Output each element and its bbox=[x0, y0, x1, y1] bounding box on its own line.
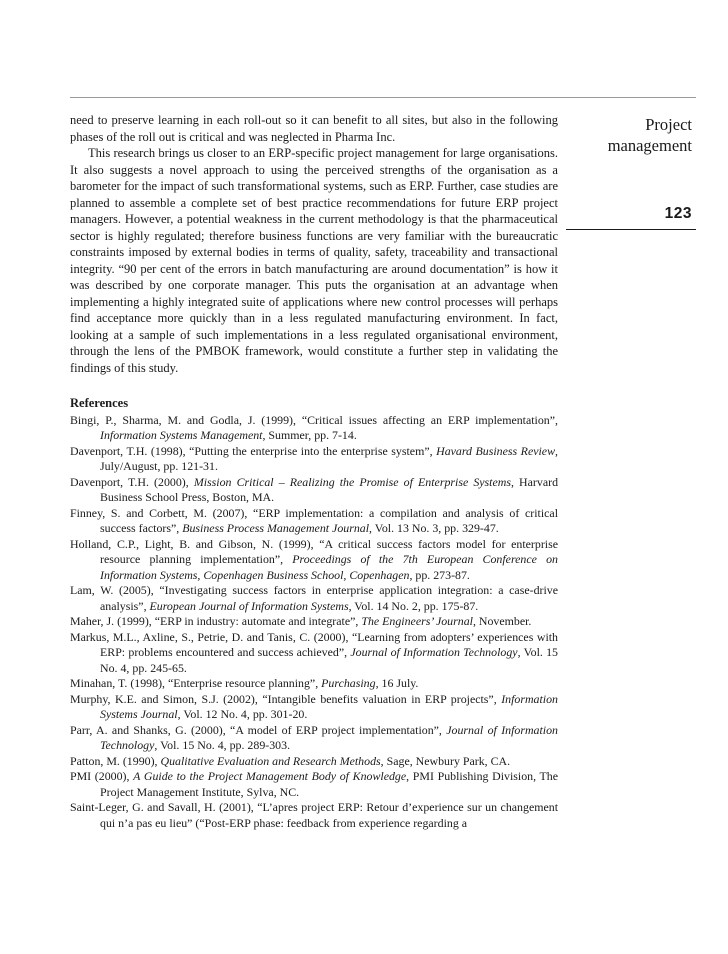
reference-details: , Harvard Business School Press, Boston, MA. bbox=[100, 474, 559, 504]
reference-item bbox=[70, 754, 558, 770]
reference-source-title: Information Systems Journal bbox=[100, 691, 558, 721]
reference-item bbox=[70, 506, 558, 537]
reference-text: Minahan, T. (1998), “Enterprise resource planning”, bbox=[70, 676, 322, 690]
reference-text: Parr, A. and Shanks, G. (2000), “A model of ERP project implementation”, bbox=[70, 722, 447, 737]
reference-details: , July/August, pp. 121-31. bbox=[100, 443, 558, 473]
reference-item bbox=[70, 692, 558, 723]
reference-item bbox=[70, 413, 558, 444]
reference-text: PMI (2000), bbox=[70, 769, 134, 783]
reference-details: , 16 July. bbox=[375, 676, 419, 690]
reference-list bbox=[70, 413, 558, 832]
reference-source-title: A Guide to the Project Management Body of Knowledge bbox=[133, 769, 407, 783]
reference-details: , pp. 273-87. bbox=[409, 567, 470, 582]
reference-item bbox=[70, 475, 558, 506]
reference-item bbox=[70, 583, 558, 614]
reference-text: Lam, W. (2005), “Investigating success factors in enterprise application integration: a case-drive analysis”, bbox=[70, 583, 558, 613]
sidebar bbox=[566, 114, 692, 223]
reference-item bbox=[70, 769, 558, 800]
reference-details: , Vol. 15 No. 4, pp. 245-65. bbox=[100, 645, 558, 675]
reference-item bbox=[70, 537, 558, 584]
reference-item bbox=[70, 676, 558, 692]
reference-item bbox=[70, 444, 558, 475]
reference-text: Maher, J. (1999), “ERP in industry: automate and integrate”, bbox=[70, 614, 362, 628]
reference-source-title: Proceedings of the 7th European Conference on Information Systems, Copenhagen Business School, Copenhagen bbox=[100, 552, 558, 582]
reference-text: Davenport, T.H. (1998), “Putting the enterprise into the enterprise system”, bbox=[70, 443, 437, 458]
reference-source-title: Information Systems Management bbox=[100, 428, 263, 442]
running-title-line2: management bbox=[607, 136, 692, 155]
reference-details: , Sage, Newbury Park, CA. bbox=[380, 753, 511, 768]
reference-details: , Summer, pp. 7-14. bbox=[262, 428, 357, 442]
reference-details: , November. bbox=[472, 614, 532, 628]
reference-text: Davenport, T.H. (2000), bbox=[70, 474, 194, 489]
reference-text: Saint-Leger, G. and Savall, H. (2001), “L’apres project ERP: Retour d’experience sur un changement qui n’a pas eu lieu” (“Post-ERP phase: feedback from experience regarding a bbox=[70, 800, 558, 830]
sidebar-rule bbox=[566, 229, 696, 230]
reference-text: Finney, S. and Corbett, M. (2007), “ERP implementation: a compilation and analysis of critical success factors”, bbox=[70, 505, 558, 535]
references-heading: References bbox=[70, 396, 129, 410]
reference-source-title: Journal of Information Technology bbox=[100, 722, 559, 752]
top-rule bbox=[70, 97, 696, 98]
reference-details: , Vol. 15 No. 4, pp. 289-303. bbox=[154, 738, 291, 752]
reference-item bbox=[70, 800, 558, 831]
reference-source-title: Qualitative Evaluation and Research Methods bbox=[160, 753, 381, 768]
reference-item bbox=[70, 723, 558, 754]
reference-text: Patton, M. (1990), bbox=[70, 753, 161, 768]
running-title bbox=[566, 114, 692, 156]
reference-item bbox=[70, 614, 558, 630]
reference-text: Markus, M.L., Axline, S., Petrie, D. and Tanis, C. (2000), “Learning from adopters’ experiences with ERP: problems encountered and success achieved”, bbox=[70, 629, 558, 659]
reference-item bbox=[70, 630, 558, 677]
reference-details: , Vol. 14 No. 2, pp. 175-87. bbox=[348, 598, 479, 613]
reference-source-title: Journal of Information Technology bbox=[350, 645, 518, 659]
reference-source-title: European Journal of Information Systems bbox=[149, 598, 349, 613]
reference-details: , Vol. 12 No. 4, pp. 301-20. bbox=[177, 707, 308, 721]
page-number: 123 bbox=[664, 205, 692, 222]
reference-text: Holland, C.P., Light, B. and Gibson, N. (1999), “A critical success factors model for enterprise resource planning implementation”, bbox=[70, 536, 558, 566]
reference-source-title: The Engineers’ Journal bbox=[361, 614, 473, 628]
reference-source-title: Business Process Management Journal bbox=[182, 521, 370, 535]
reference-source-title: Havard Business Review bbox=[436, 443, 556, 458]
reference-text: Bingi, P., Sharma, M. and Godla, J. (1999), “Critical issues affecting an ERP implementation”, bbox=[70, 412, 558, 427]
reference-source-title: Mission Critical – Realizing the Promise of Enterprise Systems bbox=[193, 474, 511, 489]
body-paragraph-1: need to preserve learning in each roll-out so it can benefit to all sites, but also in the following phases of the roll out is critical and was neglected in Pharma Inc. bbox=[70, 113, 558, 144]
body-paragraph-2: This research brings us closer to an ERP-specific project management for large organisations. It also suggests a novel approach to using the perceived strengths of the organisation as a barometer for the impact of such transformational systems, such as ERP. Further, case studies are planned to assemble a complete set of best practice recommendations for future ERP project managers. However, a potential weakness in the current methodology is that the pharmaceutical sector is highly regulated; therefore business functions are very familiar with the bureaucratic constraints imposed by external bodies in terms of quality, safety, traceability and transactional integrity. “90 per cent of the errors in batch manufacturing are around documentation” is how it was described by one corporate manager. This puts the organisation at an advantage when implementing a highly integrated suite of applications where new control processes will perhaps find acceptance more quickly than in a less regulated manufacturing environment. In fact, looking at a sample of such implementations in a less regulated organisational environment, through the lens of the PMBOK framework, would constitute a further step in validating the findings of this study. bbox=[70, 146, 558, 375]
running-title-line1: Project bbox=[645, 115, 692, 134]
reference-details: , PMI Publishing Division, The Project Management Institute, Sylva, NC. bbox=[100, 769, 559, 799]
reference-details: , Vol. 13 No. 3, pp. 329-47. bbox=[369, 521, 499, 535]
main-column bbox=[70, 112, 558, 831]
reference-text: Murphy, K.E. and Simon, S.J. (2002), “Intangible benefits valuation in ERP projects”, bbox=[70, 691, 502, 706]
reference-source-title: Purchasing bbox=[321, 676, 376, 690]
